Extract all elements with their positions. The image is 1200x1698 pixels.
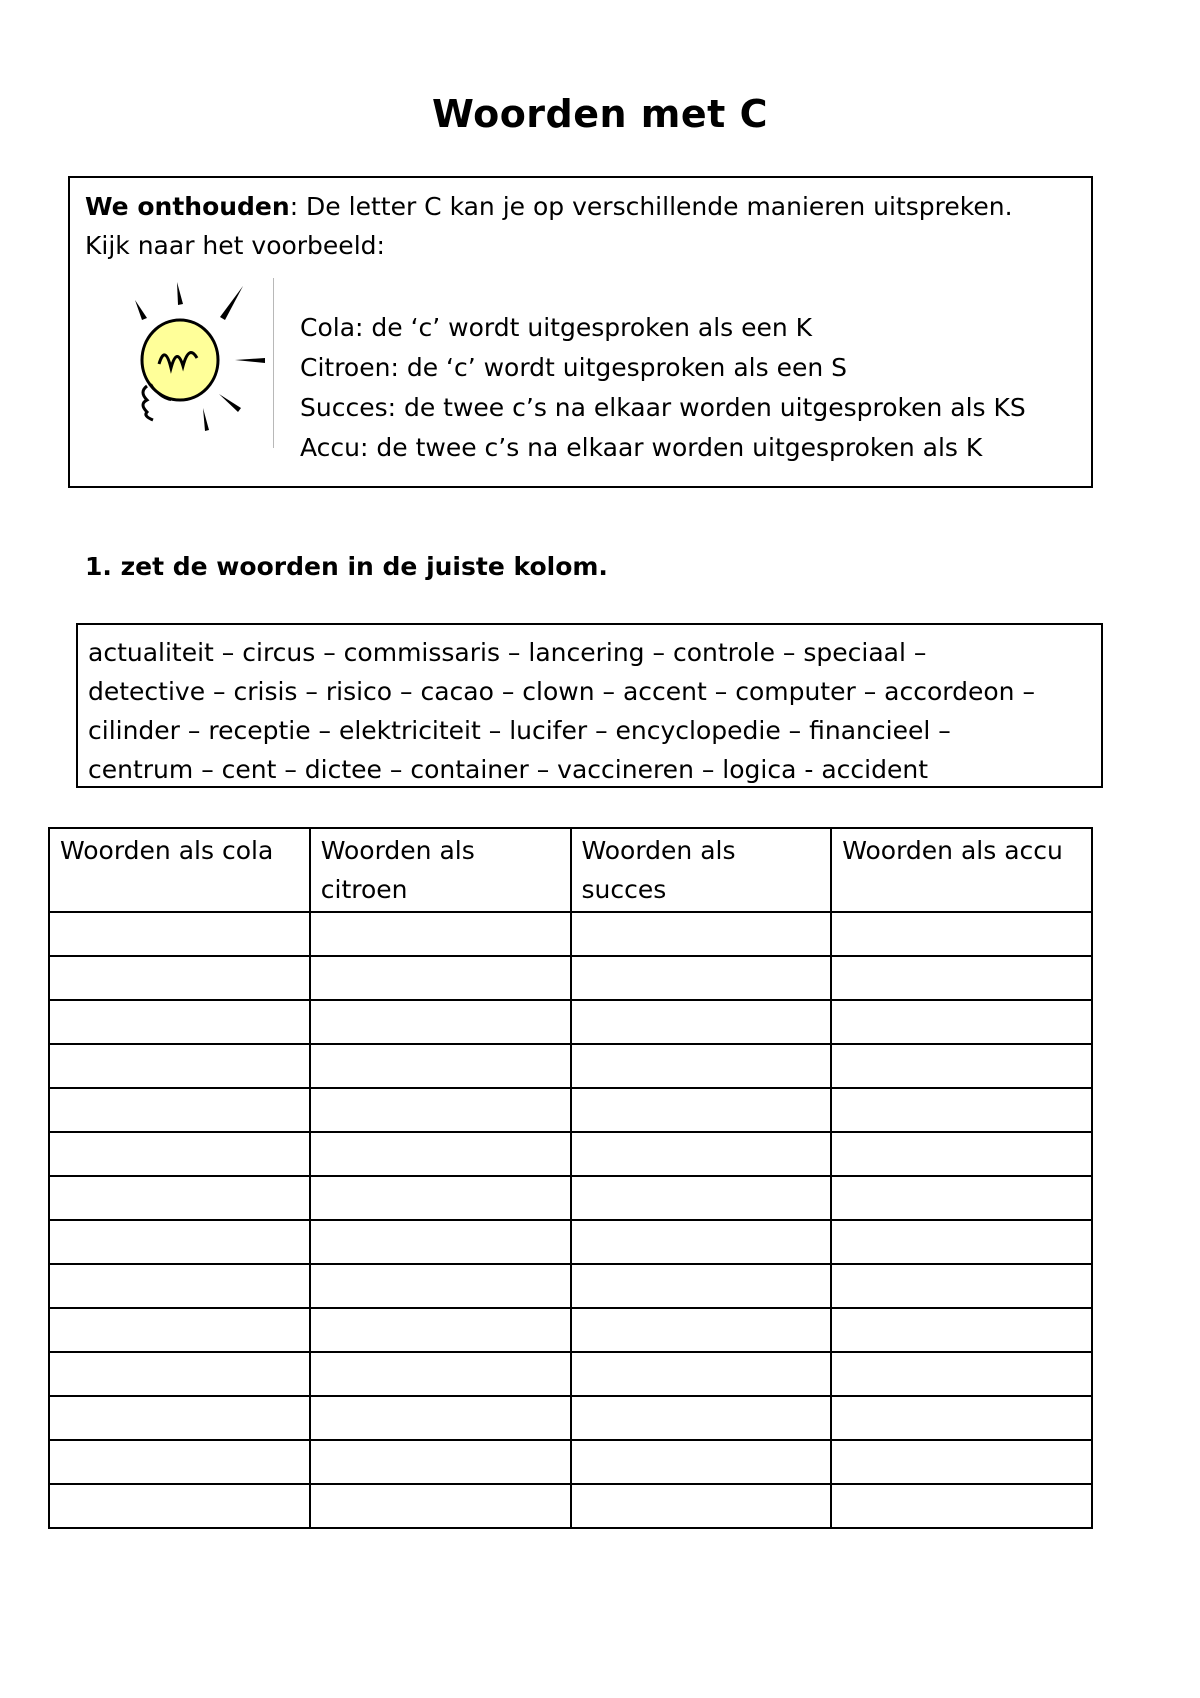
answer-cell[interactable] <box>310 956 571 1000</box>
table-header-row <box>49 828 1092 912</box>
word-bank-line: cilinder – receptie – elektriciteit – lucifer – encyclopedie – financieel – <box>88 716 951 745</box>
example-cola: Cola: de ‘c’ wordt uitgesproken als een K <box>300 313 813 342</box>
answer-cell[interactable] <box>571 1000 832 1044</box>
answer-cell[interactable] <box>49 1264 310 1308</box>
answer-cell[interactable] <box>310 1264 571 1308</box>
answer-cell[interactable] <box>831 1352 1092 1396</box>
answer-cell[interactable] <box>831 1176 1092 1220</box>
table-row <box>49 1220 1092 1264</box>
answer-cell[interactable] <box>831 956 1092 1000</box>
answer-cell[interactable] <box>310 1088 571 1132</box>
table-row <box>49 956 1092 1000</box>
table-row <box>49 1396 1092 1440</box>
table-row <box>49 1176 1092 1220</box>
rule-statement <box>85 192 1013 221</box>
answer-cell[interactable] <box>310 1484 571 1528</box>
answer-cell[interactable] <box>310 1220 571 1264</box>
answer-cell[interactable] <box>49 1484 310 1528</box>
answer-cell[interactable] <box>310 1000 571 1044</box>
answer-cell[interactable] <box>831 1088 1092 1132</box>
answer-cell[interactable] <box>571 1308 832 1352</box>
answer-cell[interactable] <box>310 1044 571 1088</box>
column-header-cola: Woorden als cola <box>49 828 310 912</box>
word-bank-line: detective – crisis – risico – cacao – clown – accent – computer – accordeon – <box>88 677 1035 706</box>
answer-cell[interactable] <box>571 1264 832 1308</box>
answer-cell[interactable] <box>831 912 1092 956</box>
answer-cell[interactable] <box>831 1220 1092 1264</box>
column-header-citroen: Woorden als citroen <box>310 828 571 912</box>
rule-sentence: : De letter C kan je op verschillende manieren uitspreken. <box>289 192 1013 221</box>
answer-cell[interactable] <box>571 1044 832 1088</box>
answer-cell[interactable] <box>49 1044 310 1088</box>
table-row <box>49 1352 1092 1396</box>
answer-cell[interactable] <box>571 1484 832 1528</box>
answer-cell[interactable] <box>310 1132 571 1176</box>
word-bank <box>76 623 1103 788</box>
answer-rows <box>49 912 1092 1528</box>
column-header-succes: Woorden als succes <box>571 828 832 912</box>
lightbulb-icon <box>125 274 275 444</box>
answer-cell[interactable] <box>571 1132 832 1176</box>
answer-cell[interactable] <box>831 1440 1092 1484</box>
example-succes: Succes: de twee c’s na elkaar worden uitgesproken als KS <box>300 393 1026 422</box>
table-row <box>49 1308 1092 1352</box>
answer-cell[interactable] <box>831 1308 1092 1352</box>
table-row <box>49 1132 1092 1176</box>
answer-cell[interactable] <box>571 956 832 1000</box>
table-row <box>49 1088 1092 1132</box>
table-row <box>49 1264 1092 1308</box>
example-accu: Accu: de twee c’s na elkaar worden uitgesproken als K <box>300 433 983 462</box>
answer-cell[interactable] <box>831 1000 1092 1044</box>
table-row <box>49 1000 1092 1044</box>
rule-label: We onthouden <box>85 192 290 221</box>
word-bank-line: actualiteit – circus – commissaris – lancering – controle – speciaal – <box>88 638 927 667</box>
answer-table <box>48 827 1093 1529</box>
answer-cell[interactable] <box>571 1220 832 1264</box>
answer-cell[interactable] <box>310 1352 571 1396</box>
answer-cell[interactable] <box>49 912 310 956</box>
answer-cell[interactable] <box>831 1396 1092 1440</box>
answer-cell[interactable] <box>571 1440 832 1484</box>
column-header-accu: Woorden als accu <box>831 828 1092 912</box>
table-row <box>49 1484 1092 1528</box>
answer-cell[interactable] <box>49 1000 310 1044</box>
example-list <box>300 308 1026 468</box>
rule-instruction: Kijk naar het voorbeeld: <box>85 231 385 260</box>
exercise-heading: 1. zet de woorden in de juiste kolom. <box>85 552 608 581</box>
answer-cell[interactable] <box>310 1308 571 1352</box>
divider <box>273 278 274 448</box>
rule-box <box>68 176 1093 488</box>
answer-cell[interactable] <box>49 1220 310 1264</box>
answer-cell[interactable] <box>831 1132 1092 1176</box>
answer-cell[interactable] <box>571 1352 832 1396</box>
word-bank-line: centrum – cent – dictee – container – vaccineren – logica - accident <box>88 755 928 784</box>
answer-cell[interactable] <box>49 1352 310 1396</box>
answer-cell[interactable] <box>49 1132 310 1176</box>
answer-cell[interactable] <box>310 1396 571 1440</box>
answer-cell[interactable] <box>571 1088 832 1132</box>
answer-cell[interactable] <box>571 912 832 956</box>
answer-cell[interactable] <box>49 1176 310 1220</box>
answer-cell[interactable] <box>49 956 310 1000</box>
answer-cell[interactable] <box>49 1308 310 1352</box>
answer-cell[interactable] <box>310 912 571 956</box>
example-citroen: Citroen: de ‘c’ wordt uitgesproken als een S <box>300 353 847 382</box>
answer-cell[interactable] <box>831 1044 1092 1088</box>
answer-cell[interactable] <box>49 1396 310 1440</box>
answer-cell[interactable] <box>49 1088 310 1132</box>
table-row <box>49 1440 1092 1484</box>
answer-cell[interactable] <box>310 1440 571 1484</box>
answer-cell[interactable] <box>49 1440 310 1484</box>
answer-cell[interactable] <box>571 1396 832 1440</box>
answer-cell[interactable] <box>831 1484 1092 1528</box>
table-row <box>49 1044 1092 1088</box>
answer-cell[interactable] <box>571 1176 832 1220</box>
answer-cell[interactable] <box>310 1176 571 1220</box>
answer-cell[interactable] <box>831 1264 1092 1308</box>
table-row <box>49 912 1092 956</box>
page-title: Woorden met C <box>432 92 768 136</box>
